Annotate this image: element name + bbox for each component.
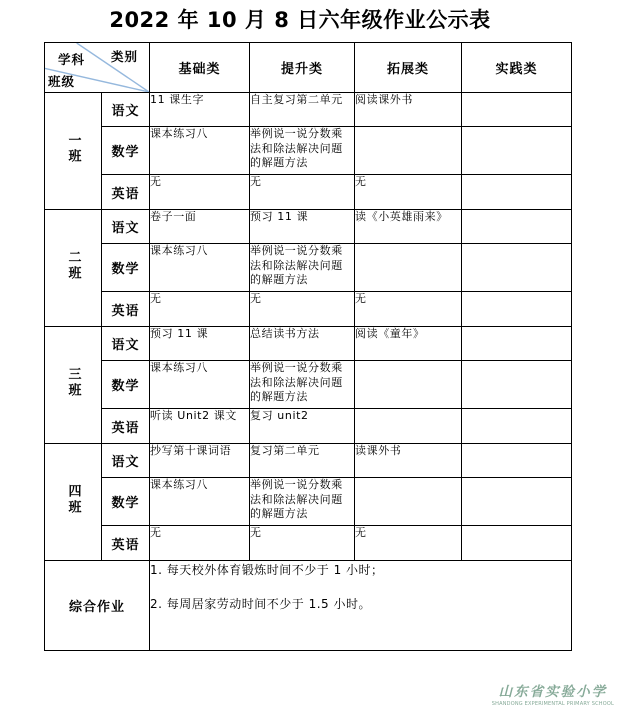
column-header-improve: 提升类 xyxy=(250,43,355,93)
homework-cell: 举例说一说分数乘法和除法解决问题的解题方法 xyxy=(250,361,355,409)
homework-cell: 预习 11 课 xyxy=(250,210,355,244)
homework-cell xyxy=(462,244,572,292)
homework-cell xyxy=(462,526,572,561)
homework-row xyxy=(45,361,572,409)
homework-cell: 无 xyxy=(150,175,250,210)
column-header-extend: 拓展类 xyxy=(355,43,462,93)
homework-cell xyxy=(462,93,572,127)
homework-cell xyxy=(462,409,572,444)
homework-cell: 无 xyxy=(150,526,250,561)
subject-label: 语文 xyxy=(102,93,150,127)
school-watermark xyxy=(492,680,614,707)
homework-cell: 课本练习八 xyxy=(150,244,250,292)
homework-cell: 举例说一说分数乘法和除法解决问题的解题方法 xyxy=(250,127,355,175)
homework-cell xyxy=(462,127,572,175)
homework-row xyxy=(45,327,572,361)
class-name-text: 二班 xyxy=(65,250,81,282)
subject-label: 数学 xyxy=(102,127,150,175)
homework-cell: 课本练习八 xyxy=(150,478,250,526)
homework-cell xyxy=(462,361,572,409)
class-label-1 xyxy=(45,93,102,210)
homework-cell xyxy=(355,409,462,444)
subject-label: 数学 xyxy=(102,478,150,526)
homework-cell xyxy=(462,444,572,478)
homework-row xyxy=(45,409,572,444)
class-name-text: 一班 xyxy=(65,133,81,165)
class-label-2 xyxy=(45,210,102,327)
homework-cell xyxy=(462,210,572,244)
class-name-text: 三班 xyxy=(65,367,81,399)
page-title: 2022 年 10 月 8 日六年级作业公示表 xyxy=(109,8,491,32)
homework-cell: 复习第二单元 xyxy=(250,444,355,478)
homework-cell: 预习 11 课 xyxy=(150,327,250,361)
homework-cell xyxy=(355,127,462,175)
homework-cell: 举例说一说分数乘法和除法解决问题的解题方法 xyxy=(250,478,355,526)
corner-label-class: 班级 xyxy=(48,74,76,89)
column-header-basic: 基础类 xyxy=(150,43,250,93)
homework-cell xyxy=(355,478,462,526)
homework-cell: 卷子一面 xyxy=(150,210,250,244)
school-name: 山东省实验小学 xyxy=(498,684,608,700)
homework-cell xyxy=(462,327,572,361)
homework-cell: 课本练习八 xyxy=(150,127,250,175)
homework-cell: 自主复习第二单元 xyxy=(250,93,355,127)
homework-row xyxy=(45,127,572,175)
comprehensive-homework-label: 综合作业 xyxy=(45,561,150,651)
subject-label: 英语 xyxy=(102,526,150,561)
subject-label: 数学 xyxy=(102,244,150,292)
homework-row xyxy=(45,210,572,244)
subject-label: 英语 xyxy=(102,409,150,444)
class-label-3 xyxy=(45,327,102,444)
homework-cell xyxy=(462,292,572,327)
homework-row xyxy=(45,526,572,561)
homework-cell: 复习 unit2 xyxy=(250,409,355,444)
homework-cell: 抄写第十课词语 xyxy=(150,444,250,478)
homework-table xyxy=(44,42,572,651)
homework-cell: 阅读课外书 xyxy=(355,93,462,127)
subject-label: 英语 xyxy=(102,292,150,327)
homework-cell: 总结读书方法 xyxy=(250,327,355,361)
subject-label: 语文 xyxy=(102,210,150,244)
column-header-practice: 实践类 xyxy=(462,43,572,93)
homework-cell xyxy=(462,478,572,526)
comprehensive-homework-row xyxy=(45,561,572,651)
corner-label-category: 类别 xyxy=(111,49,139,64)
homework-cell: 课本练习八 xyxy=(150,361,250,409)
homework-cell: 听读 Unit2 课文 xyxy=(150,409,250,444)
subject-label: 数学 xyxy=(102,361,150,409)
homework-cell: 无 xyxy=(355,292,462,327)
homework-cell: 无 xyxy=(250,175,355,210)
subject-label: 语文 xyxy=(102,327,150,361)
homework-row xyxy=(45,244,572,292)
homework-row xyxy=(45,444,572,478)
homework-cell xyxy=(355,244,462,292)
homework-cell: 无 xyxy=(250,526,355,561)
class-name-text: 四班 xyxy=(65,484,81,516)
homework-cell: 无 xyxy=(355,526,462,561)
homework-cell: 举例说一说分数乘法和除法解决问题的解题方法 xyxy=(250,244,355,292)
homework-cell xyxy=(462,175,572,210)
homework-cell: 阅读《童年》 xyxy=(355,327,462,361)
homework-row xyxy=(45,478,572,526)
homework-cell xyxy=(355,361,462,409)
comprehensive-rule-2: 2. 每周居家劳动时间不少于 1.5 小时。 xyxy=(150,597,371,611)
table-header-row xyxy=(45,43,572,93)
homework-row xyxy=(45,93,572,127)
comprehensive-homework-content xyxy=(150,561,572,651)
homework-cell: 无 xyxy=(150,292,250,327)
subject-label: 英语 xyxy=(102,175,150,210)
homework-row xyxy=(45,175,572,210)
homework-cell: 11 课生字 xyxy=(150,93,250,127)
class-label-4 xyxy=(45,444,102,561)
homework-cell: 无 xyxy=(250,292,355,327)
homework-cell: 无 xyxy=(355,175,462,210)
corner-cell xyxy=(45,43,150,93)
homework-cell: 读课外书 xyxy=(355,444,462,478)
homework-row xyxy=(45,292,572,327)
school-name-english: SHANDONG EXPERIMENTAL PRIMARY SCHOOL xyxy=(491,701,614,707)
comprehensive-rule-1: 1. 每天校外体育锻炼时间不少于 1 小时； xyxy=(150,563,384,577)
homework-cell: 读《小英雄雨来》 xyxy=(355,210,462,244)
subject-label: 语文 xyxy=(102,444,150,478)
corner-label-subject: 学科 xyxy=(58,52,86,67)
